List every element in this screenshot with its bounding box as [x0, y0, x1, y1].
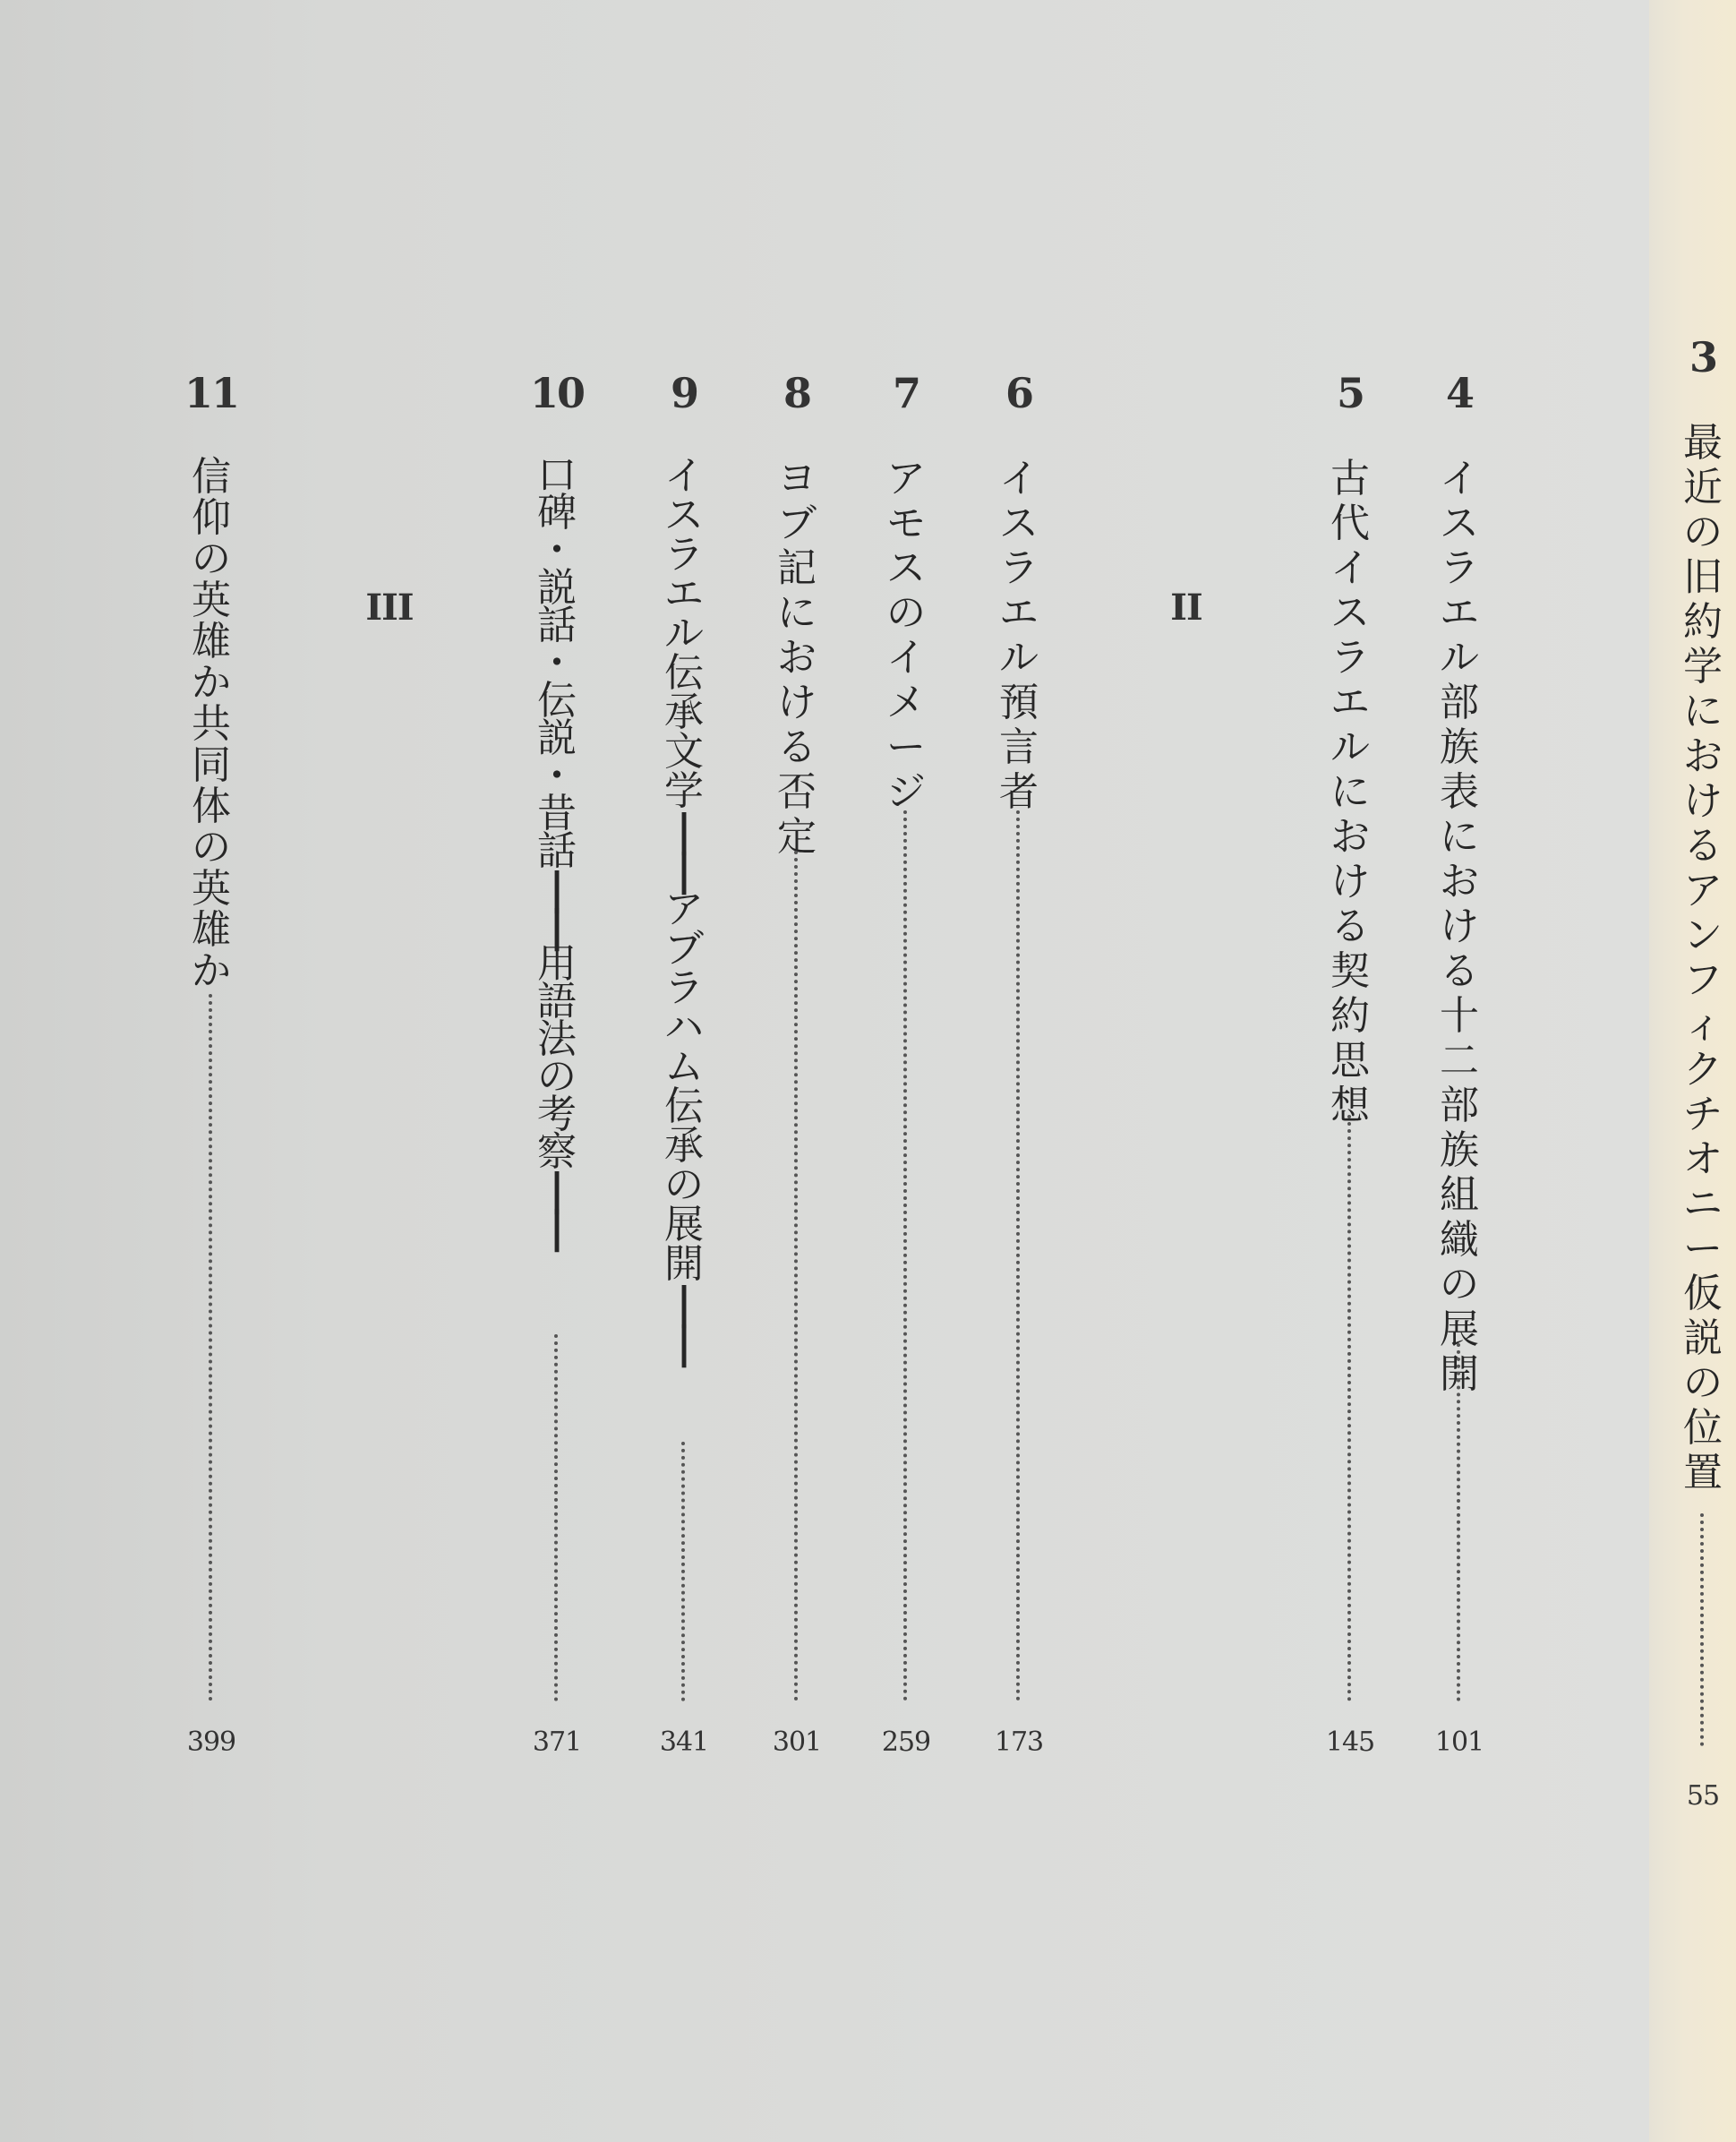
chapter-title: イ ス ラ エ ル 預 言 者 [999, 456, 1039, 815]
page-number: 341 [659, 1726, 709, 1758]
part-heading-iii: III [365, 587, 414, 629]
toc-entry-6 [990, 0, 1048, 2142]
chapter-title: ヨ ブ 記 に お け る 否 定 [777, 456, 817, 860]
toc-entry-8 [768, 0, 825, 2142]
toc-entry-10 [528, 0, 586, 2142]
chapter-title: 最 近 の 旧 約 学 に お け る ア ン フ ィ ク チ オ ニ ー 仮 説 の 位 置 [1683, 420, 1723, 1495]
dot-leader [1016, 810, 1020, 1701]
page-number: 145 [1325, 1726, 1375, 1758]
chapter-number: 9 [670, 369, 697, 417]
dot-leader [554, 1334, 558, 1701]
dot-leader [794, 851, 798, 1701]
dot-leader [1347, 1115, 1351, 1701]
chapter-title: イ ス ラ エ ル 伝 承 文 学 | | ア ブ ラ ハ ム 伝 承 の 展 開 | | [664, 453, 704, 1368]
toc-entry-11 [183, 0, 240, 2142]
chapter-number: 4 [1445, 369, 1473, 417]
chapter-title: 口 碑 ・ 説 話 ・ 伝 説 ・ 昔 話 | | 用 語 法 の 考 察 | | [537, 452, 577, 1253]
chapter-number: 6 [1005, 369, 1032, 417]
toc-entry-9 [655, 0, 713, 2142]
page-number: 55 [1686, 1780, 1720, 1812]
dot-leader [903, 810, 907, 1701]
chapter-title: 信 仰 の 英 雄 か 共 同 体 の 英 雄 か [192, 454, 231, 994]
part-heading-ii: II [1170, 587, 1202, 629]
toc-entry-7 [877, 0, 935, 2142]
toc-entry-5 [1321, 0, 1379, 2142]
page-number: 259 [881, 1726, 931, 1758]
dot-leader [1700, 1513, 1704, 1746]
chapter-number: 11 [184, 369, 238, 417]
chapter-number: 7 [892, 369, 919, 417]
page-number: 399 [186, 1726, 236, 1758]
page-number: 371 [532, 1726, 582, 1758]
toc-entry-3 [1674, 0, 1732, 2142]
chapter-number: 8 [782, 369, 810, 417]
chapter-number: 3 [1689, 333, 1716, 381]
dot-leader [209, 994, 212, 1701]
page-number: 173 [994, 1726, 1044, 1758]
chapter-title: ア モ ス の イ メ ー ジ [886, 456, 926, 815]
chapter-number: 10 [529, 369, 584, 417]
chapter-title: 古 代 イ ス ラ エ ル に お け る 契 約 思 想 [1330, 456, 1370, 1128]
page-number: 301 [772, 1726, 822, 1758]
toc-entry-4 [1431, 0, 1488, 2142]
chapter-number: 5 [1336, 369, 1364, 417]
chapter-title: イ ス ラ エ ル 部 族 表 に お け る 十 二 部 族 組 織 の 展 開 [1440, 456, 1479, 1397]
dot-leader [1457, 1343, 1460, 1701]
dot-leader [681, 1442, 685, 1701]
page-number: 101 [1434, 1726, 1484, 1758]
